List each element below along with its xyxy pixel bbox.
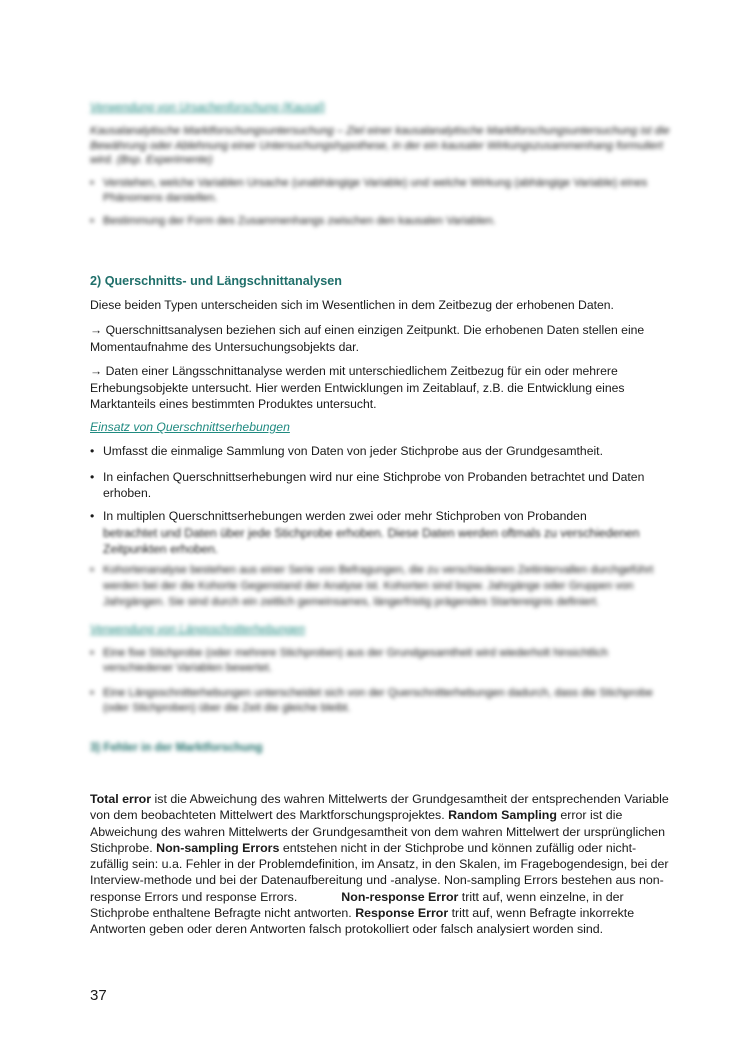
bold-term: Response Error (355, 906, 449, 921)
paragraph: → Querschnittsanalysen beziehen sich auf einen einzigen Zeitpunkt. Die erhobenen Daten stellen eine Momentaufnahme des Untersuchungsobjekts dar. (90, 323, 645, 354)
error-paragraph (90, 791, 670, 938)
subheading: Verwendung von Längsschnitterhebungen (90, 624, 306, 636)
bold-term: Non-response Error (341, 889, 459, 904)
top-blurred-section (90, 100, 670, 229)
list-item: • Eine Längsschnitterhebungen unterscheidet sich von der Querschnitterhebungen dadurch, dass die Stichprobe (oder Stichproben) über die Zeit die gleiche bleibt. (90, 686, 670, 716)
paragraph: → Daten einer Längsschnittanalyse werden mit unterschiedlichem Zeitbezug für ein oder mehrere Erhebungsobjekte untersucht. Hier werden Entwicklungen im Zeitablauf, z.B. die Entwicklung eines Marktanteils eines bestimmten Produktes untersucht. (90, 364, 625, 411)
top-heading: Verwendung von Ursachenforschung (Kausal) (90, 102, 325, 114)
text-span: error ist die Abweichung des wahren Mittelwerts der Grundgesamtheit von dem wahren Mittelwert der ursprünglichen Stichprobe. (90, 808, 666, 855)
list-item (90, 508, 670, 558)
middle-blurred-section (90, 562, 670, 754)
list-item: • In einfachen Querschnittserhebungen wird nur eine Stichprobe von Probanden betrachtet und Daten erhoben. (90, 469, 670, 502)
page-number: 37 (90, 987, 107, 1004)
top-bullet-list (90, 176, 670, 229)
text-span: entstehen nicht in der Stichprobe und können zufällig oder nicht-zufällig sein: u.a. Fehler in der Problemdefinition, im Ansatz, in den Skalen, im Fragebogendesign, bei der Interview-methode und bei der Datenaufbereitung und -analyse. Non-sampling Errors bestehen aus non-response Errors und response Errors. (90, 840, 669, 904)
top-intro: Kausalanalytische Marktforschungsuntersuchung – Ziel einer kausalanalytische Marktforschungsuntersuchung ist die Bewährung oder Ablehnung einer Untersuchungshypothese, in der ein kausaler Wirkungszusammenhang formuliert wird. (Bsp. Experimente) (90, 125, 670, 166)
text-span: tritt auf, wenn Befragte inkorrekte Antworten geben oder deren Antworten falsch protokolliert oder falsch analysiert worden sind. (90, 906, 635, 937)
bold-term: Random Sampling (448, 808, 557, 823)
section-heading: 2) Querschnitts- und Längschnittanalysen (90, 274, 342, 288)
list-item-line: In multiplen Querschnittserhebungen werden zwei oder mehr Stichproben von Probanden (103, 509, 587, 523)
bullet-list (90, 562, 670, 610)
bold-term: Total error (90, 792, 152, 806)
paragraph: Diese beiden Typen unterscheiden sich im Wesentlichen in dem Zeitbezug der erhobenen Daten. (90, 298, 614, 312)
list-item: • Verstehen, welche Variablen Ursache (unabhängige Variable) und welche Wirkung (abhängige Variable) eines Phänomens darstellen. (90, 176, 670, 206)
list-item: • Umfasst die einmalige Sammlung von Daten von jeder Stichprobe aus der Grundgesamtheit. (90, 443, 670, 460)
section-heading: 3) Fehler in der Marktforschung (90, 742, 263, 754)
list-item: • Bestimmung der Form des Zusammenhangs zwischen den kausalen Variablen. (90, 214, 670, 229)
list-item: • Kohortenanalyse bestehen aus einer Serie von Befragungen, die zu verschiedenen Zeitintervallen durchgeführt werden bei der die Kohorte Gegenstand der Analyse ist. Kohorten sind bspw. Jahrgänge oder Gruppen von Jahrgängen. Sie sind durch ein zeitlich gemeinsames, längerfristig prägendes Startereignis definiert. (90, 562, 670, 610)
text-span: ist die Abweichung des wahren Mittelwerts der Grundgesamtheit der entsprechenden Variable von dem beobachteten Mittelwert des Marktforschungsprojektes. (90, 792, 669, 823)
bullet-list (90, 646, 670, 716)
bold-term: Non-sampling Errors (156, 840, 280, 855)
bullet-list (90, 443, 670, 502)
list-item-rest: betrachtet und Daten über jede Stichprobe erhoben. Diese Daten werden oftmals zu verschiedenen Zeitpunkten erhoben. (103, 525, 640, 556)
text-span: tritt auf, wenn einzelne, in der Stichprobe enthaltene Befragte nicht antworten. (90, 889, 624, 921)
subheading: Einsatz von Querschnittserhebungen (90, 420, 290, 434)
list-item: • Eine fixe Stichprobe (oder mehrere Stichproben) aus der Grundgesamtheit wird wiederholt hinsichtlich verschiedener Variablen bewertet. (90, 646, 670, 676)
bullet-list (90, 508, 670, 558)
